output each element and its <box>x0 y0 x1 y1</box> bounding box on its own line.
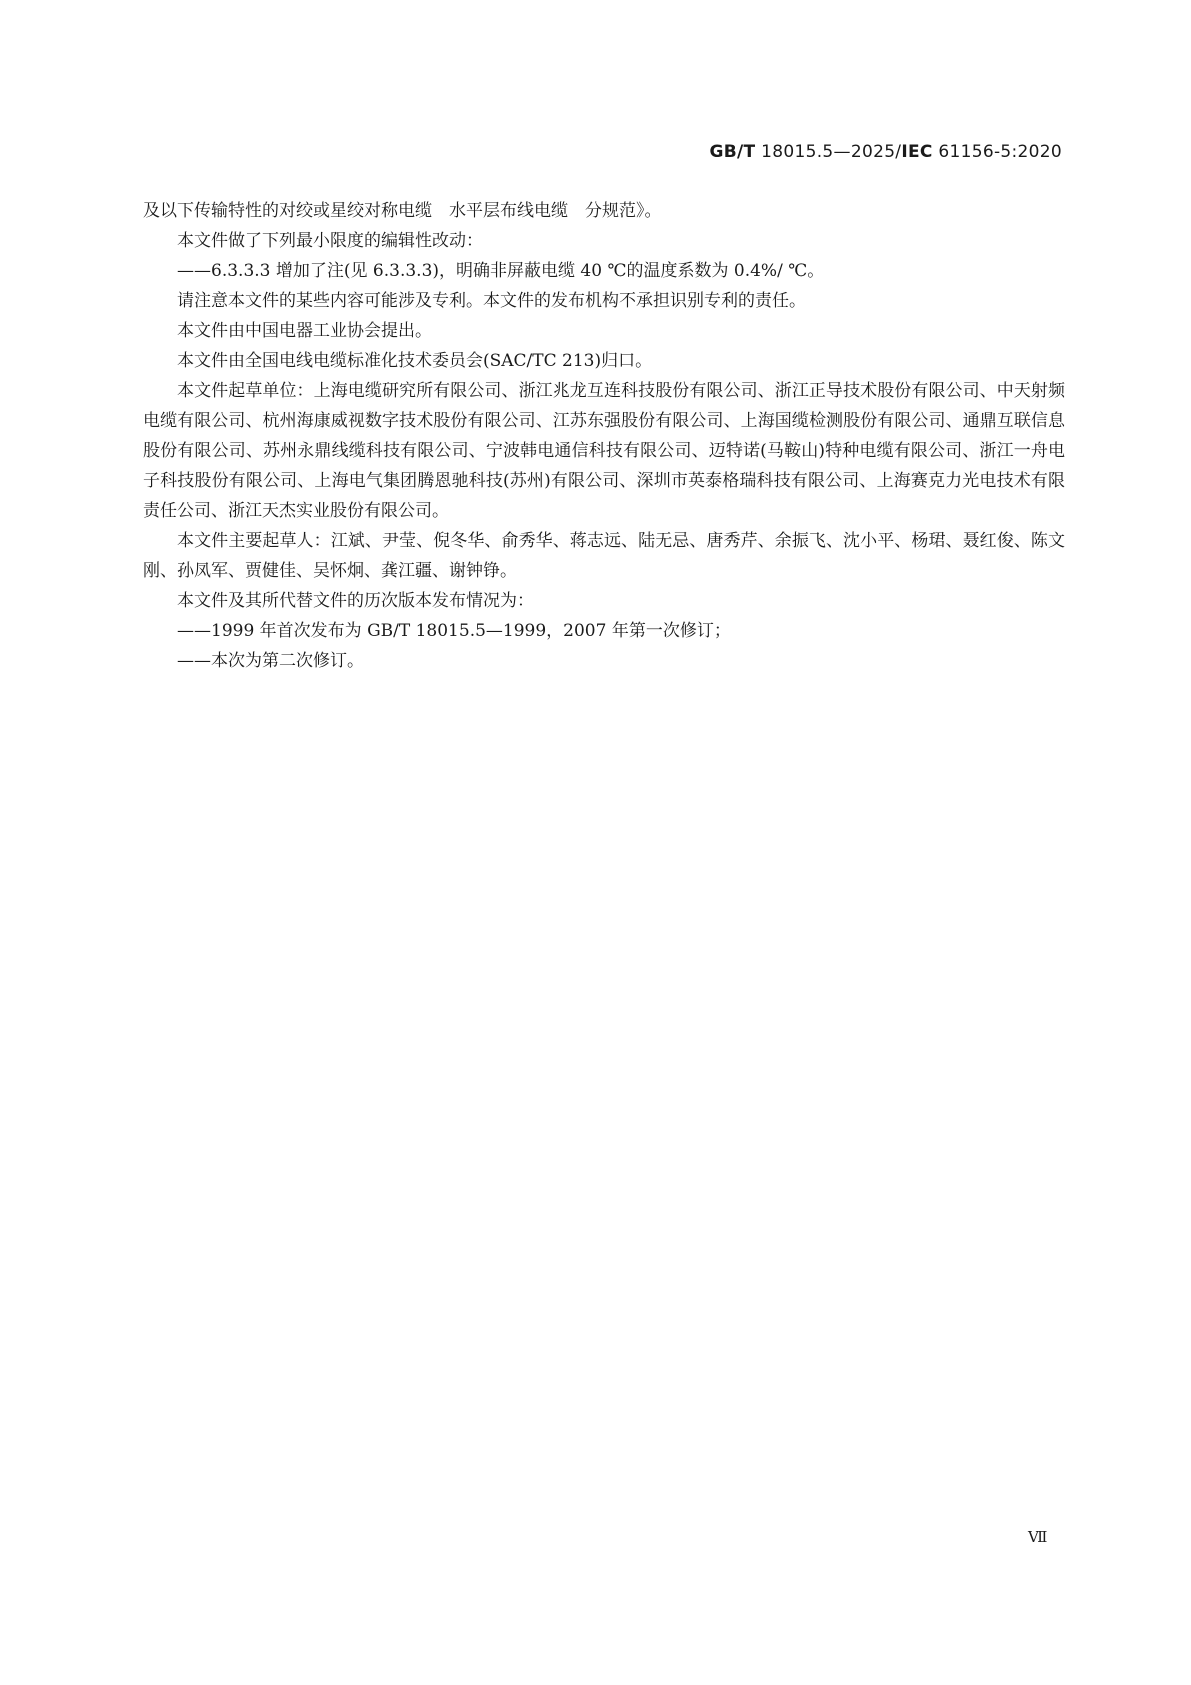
paragraph-history-intro: 本文件及其所代替文件的历次版本发布情况为： <box>177 591 534 611</box>
foreword-body <box>143 196 1065 676</box>
paragraph-patent-notice: 请注意本文件的某些内容可能涉及专利。本文件的发布机构不承担识别专利的责任。 <box>177 291 806 311</box>
paragraph-drafters: 本文件主要起草人：江斌、尹莹、倪冬华、俞秀华、蒋志远、陆无忌、唐秀芹、余振飞、沈小平、杨珺、聂红俊、陈文刚、孙凤军、贾健佳、吴怀炯、龚江疆、谢钟铮。 <box>143 531 1065 581</box>
list-item-change: ——6.3.3.3 增加了注(见 6.3.3.3)，明确非屏蔽电缆 40 ℃的温度系数为 0.4%/ ℃。 <box>177 261 825 281</box>
page-number: Ⅶ <box>1028 1528 1048 1546</box>
standard-number: 18015.5—2025/ <box>755 142 902 162</box>
paragraph-continuation: 及以下传输特性的对绞或星绞对称电缆 水平层布线电缆 分规范》。 <box>143 201 662 221</box>
paragraph-proposer: 本文件由中国电器工业协会提出。 <box>177 321 432 341</box>
paragraph-committee: 本文件由全国电线电缆标准化技术委员会(SAC/TC 213)归口。 <box>177 351 653 371</box>
standard-prefix: GB/T <box>709 142 756 162</box>
list-item-history-second: ——本次为第二次修订。 <box>177 651 364 671</box>
list-item-history-first: ——1999 年首次发布为 GB/T 18015.5—1999，2007 年第一次修订； <box>177 621 731 641</box>
paragraph-editorial-changes: 本文件做了下列最小限度的编辑性改动： <box>177 231 483 251</box>
iec-prefix: IEC <box>901 142 933 162</box>
document-standard-code <box>710 142 1062 162</box>
iec-number: 61156-5:2020 <box>932 142 1062 162</box>
paragraph-drafting-units: 本文件起草单位：上海电缆研究所有限公司、浙江兆龙互连科技股份有限公司、浙江正导技术股份有限公司、中天射频电缆有限公司、杭州海康威视数字技术股份有限公司、江苏东强股份有限公司、上海国缆检测股份有限公司、通鼎互联信息股份有限公司、苏州永鼎线缆科技有限公司、宁波韩电通信科技有限公司、迈特诺(马鞍山)特种电缆有限公司、浙江一舟电子科技股份有限公司、上海电气集团腾恩驰科技(苏州)有限公司、深圳市英泰格瑞科技有限公司、上海赛克力光电技术有限责任公司、浙江天杰实业股份有限公司。 <box>143 381 1065 521</box>
